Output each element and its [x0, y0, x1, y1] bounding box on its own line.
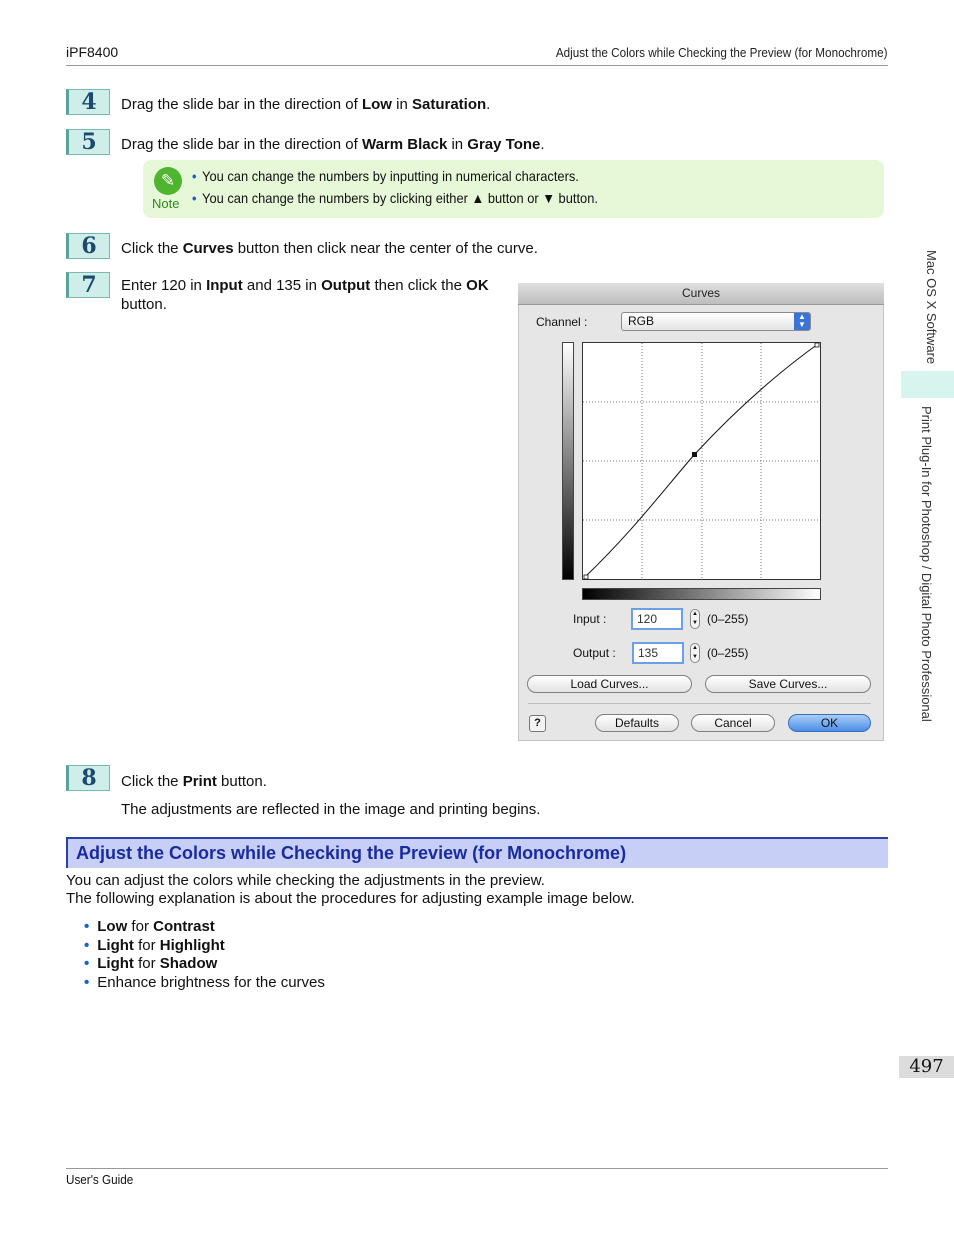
plain-text: Enter 120 in [121, 277, 207, 294]
plain-text: . [540, 136, 545, 153]
emphasis-text: Warm Black [361, 136, 448, 153]
list-item: • Light for Highlight [84, 937, 225, 954]
step-8-followup: The adjustments are reflected in the image and printing begins. [121, 801, 541, 818]
plain-text: . [486, 96, 491, 113]
curve-control-point[interactable] [692, 452, 697, 457]
step-4-text [121, 95, 490, 114]
curve-endpoint-white[interactable] [815, 343, 819, 347]
input-stepper[interactable]: ▲ ▼ [690, 609, 700, 629]
load-curves-button[interactable]: Load Curves... [527, 675, 692, 693]
emphasis-text: Curves [182, 240, 234, 257]
plain-text: button. [216, 773, 267, 790]
output-stepper[interactable]: ▲ ▼ [690, 643, 700, 663]
emphasis-text: Output [321, 277, 371, 294]
plain-text: in [447, 136, 468, 153]
channel-select[interactable] [621, 312, 811, 331]
output-label: Output : [573, 646, 616, 660]
list-item: • Low for Contrast [84, 918, 215, 935]
emphasis-text: Highlight [159, 937, 225, 954]
step-7-text [121, 276, 489, 295]
note-label: Note [152, 196, 180, 211]
page-number: 497 [899, 1056, 954, 1078]
cancel-button[interactable]: Cancel [691, 714, 775, 732]
step-number-4: 4 [66, 89, 110, 115]
plain-text: Enhance brightness for the curves [97, 974, 325, 991]
note-item: • You can change the numbers by clicking either ▲ button or ▼ button. [192, 190, 598, 206]
header-chapter-title: Adjust the Colors while Checking the Preview (for Monochrome) [555, 45, 887, 60]
input-field[interactable]: 120 [631, 608, 683, 630]
output-field[interactable]: 135 [632, 642, 684, 664]
question-icon[interactable]: ? [529, 715, 546, 732]
plain-text: Drag the slide bar in the direction of [121, 96, 362, 113]
section-title: Adjust the Colors while Checking the Preview (for Monochrome) [76, 843, 627, 863]
emphasis-text: Input [206, 277, 243, 294]
pencil-check-icon: ✎ [154, 167, 182, 195]
plain-text: and 135 in [242, 277, 322, 294]
emphasis-text: Saturation [411, 96, 487, 113]
emphasis-text: Low [97, 918, 128, 935]
step-8-text [121, 772, 267, 791]
ok-button[interactable]: OK [788, 714, 871, 732]
note-item: • You can change the numbers by inputting in numerical characters. [192, 168, 579, 184]
dialog-title-bar: Curves [518, 283, 884, 305]
emphasis-text: Light [97, 955, 134, 972]
step-number-7: 7 [66, 272, 110, 298]
list-item: • Light for Shadow [84, 955, 218, 972]
emphasis-text: Shadow [159, 955, 218, 972]
curve-endpoint-black[interactable] [584, 575, 588, 579]
header-rule [66, 65, 888, 66]
channel-value: RGB [628, 314, 655, 328]
emphasis-text: Low [361, 96, 392, 113]
side-tab-highlight [901, 371, 954, 398]
step-number-6: 6 [66, 233, 110, 259]
channel-label: Channel : [536, 315, 588, 329]
side-tab-mac-os-x[interactable]: Mac OS X Software [924, 250, 939, 365]
input-label: Input : [573, 612, 607, 626]
input-range: (0–255) [707, 612, 749, 626]
emphasis-text: Contrast [153, 918, 215, 935]
step-number-5: 5 [66, 129, 110, 155]
footer-rule [66, 1168, 888, 1169]
defaults-button[interactable]: Defaults [595, 714, 679, 732]
step-7-text-line2: button. [121, 296, 167, 313]
step-6-text [121, 239, 538, 258]
chevron-updown-icon: ▲ ▼ [794, 313, 810, 330]
plain-text: for [127, 918, 154, 935]
header-product: iPF8400 [66, 44, 119, 60]
step-number-8: 8 [66, 765, 110, 791]
step-5-text [121, 135, 545, 154]
plain-text: for [133, 937, 160, 954]
dialog-separator [528, 703, 871, 704]
section-intro-2: The following explanation is about the procedures for adjusting example image below. [66, 890, 635, 907]
emphasis-text: Print [182, 773, 217, 790]
side-tab-print-plugin[interactable]: Print Plug-In for Photoshop / Digital Photo Professional [919, 406, 934, 722]
save-curves-button[interactable]: Save Curves... [705, 675, 871, 693]
output-range: (0–255) [707, 646, 749, 660]
section-intro-1: You can adjust the colors while checking the adjustments in the preview. [66, 872, 545, 889]
plain-text: in [391, 96, 412, 113]
list-item: • Enhance brightness for the curves [84, 974, 325, 991]
plain-text: then click the [370, 277, 467, 294]
plain-text: Drag the slide bar in the direction of [121, 136, 362, 153]
plain-text: Click the [121, 240, 183, 257]
plain-text: button then click near the center of the curve. [233, 240, 538, 257]
emphasis-text: Light [97, 937, 134, 954]
emphasis-text: Gray Tone [467, 136, 541, 153]
plain-text: for [133, 955, 160, 972]
curve-graph[interactable] [582, 342, 821, 580]
footer-guide-name: User's Guide [66, 1172, 134, 1187]
output-gradient-bar [562, 342, 574, 580]
plain-text: Click the [121, 773, 183, 790]
emphasis-text: OK [466, 277, 489, 294]
input-gradient-bar [582, 588, 821, 600]
